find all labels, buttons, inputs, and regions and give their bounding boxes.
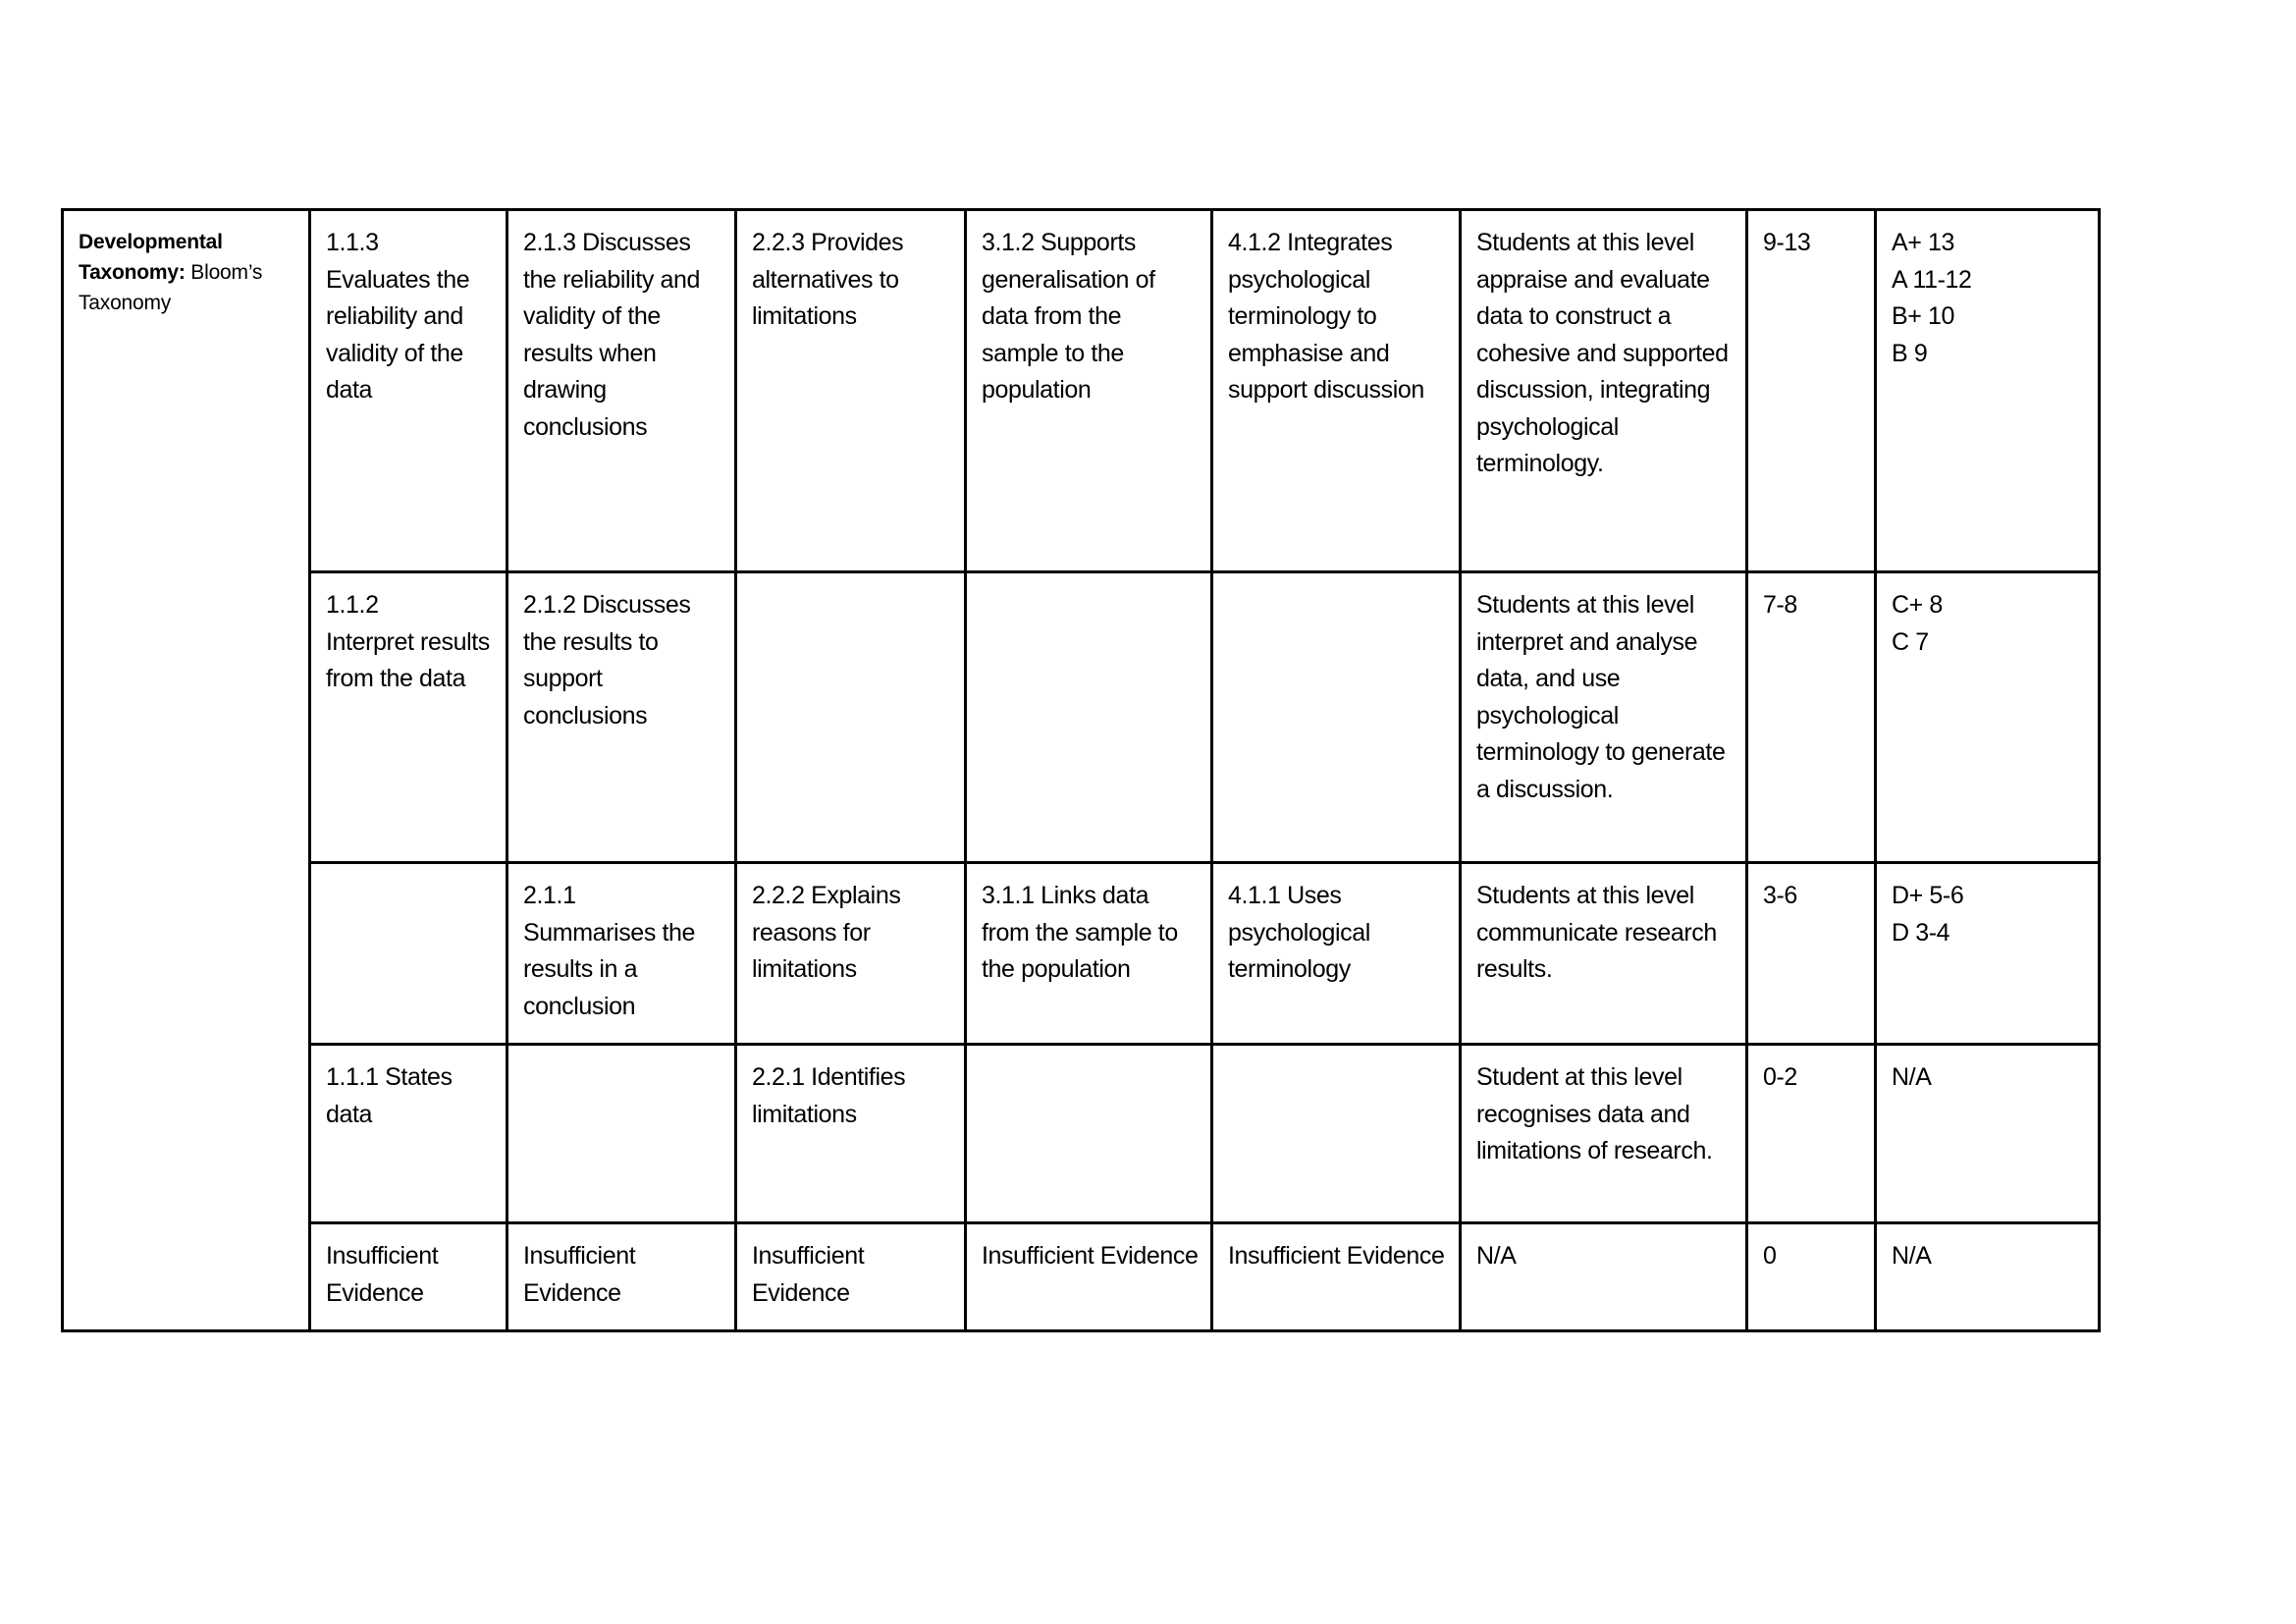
level-description-cell: Student at this level recognises data and limitations of research. xyxy=(1461,1045,1747,1223)
level-description-cell: Students at this level appraise and evaluate data to construct a cohesive and supported discussion, integrating psychological terminology. xyxy=(1461,210,1747,572)
level-description-cell: Students at this level interpret and analyse data, and use psychological terminology to generate a discussion. xyxy=(1461,572,1747,863)
criterion-5-cell: Insufficient Evidence xyxy=(1212,1223,1461,1331)
assessment-rubric-table xyxy=(61,208,2101,1332)
rubric-row-insufficient xyxy=(63,1223,2100,1331)
level-description-cell: Students at this level communicate research results. xyxy=(1461,863,1747,1045)
criterion-5-cell xyxy=(1212,1045,1461,1223)
criterion-2-cell: Insufficient Evidence xyxy=(507,1223,736,1331)
taxonomy-label-cell xyxy=(63,210,310,1331)
criterion-1-cell: 1.1.3 Evaluates the reliability and validity of the data xyxy=(310,210,507,572)
criterion-4-cell: 3.1.2 Supports generalisation of data from the sample to the population xyxy=(966,210,1212,572)
criterion-2-cell xyxy=(507,1045,736,1223)
criterion-3-cell xyxy=(736,572,966,863)
grade-cell: C+ 8 C 7 xyxy=(1876,572,2100,863)
level-description-cell: N/A xyxy=(1461,1223,1747,1331)
criterion-4-cell xyxy=(966,1045,1212,1223)
grade-cell: D+ 5-6 D 3-4 xyxy=(1876,863,2100,1045)
criterion-5-cell: 4.1.2 Integrates psychological terminology to emphasise and support discussion xyxy=(1212,210,1461,572)
criterion-5-cell xyxy=(1212,572,1461,863)
criterion-1-cell: Insufficient Evidence xyxy=(310,1223,507,1331)
criterion-4-cell: Insufficient Evidence xyxy=(966,1223,1212,1331)
rubric-row-low xyxy=(63,1045,2100,1223)
criterion-2-cell: 2.1.1 Summarises the results in a conclusion xyxy=(507,863,736,1045)
rubric-row-mid-high xyxy=(63,572,2100,863)
rubric-row-high xyxy=(63,210,2100,572)
mark-range-cell: 3-6 xyxy=(1747,863,1876,1045)
grade-cell: N/A xyxy=(1876,1223,2100,1331)
criterion-1-cell: 1.1.2 Interpret results from the data xyxy=(310,572,507,863)
criterion-4-cell xyxy=(966,572,1212,863)
criterion-3-cell: Insufficient Evidence xyxy=(736,1223,966,1331)
mark-range-cell: 0-2 xyxy=(1747,1045,1876,1223)
grade-cell: A+ 13 A 11-12 B+ 10 B 9 xyxy=(1876,210,2100,572)
criterion-3-cell: 2.2.1 Identifies limitations xyxy=(736,1045,966,1223)
criterion-2-cell: 2.1.3 Discusses the reliability and validity of the results when drawing conclusions xyxy=(507,210,736,572)
criterion-1-cell xyxy=(310,863,507,1045)
rubric-row-mid xyxy=(63,863,2100,1045)
criterion-4-cell: 3.1.1 Links data from the sample to the population xyxy=(966,863,1212,1045)
mark-range-cell: 9-13 xyxy=(1747,210,1876,572)
criterion-2-cell: 2.1.2 Discusses the results to support conclusions xyxy=(507,572,736,863)
taxonomy-label-text: Bloom’s Taxonomy xyxy=(79,261,263,314)
mark-range-cell: 0 xyxy=(1747,1223,1876,1331)
taxonomy-label-bold: Developmental Taxonomy: xyxy=(79,231,223,284)
criterion-5-cell: 4.1.1 Uses psychological terminology xyxy=(1212,863,1461,1045)
criterion-3-cell: 2.2.2 Explains reasons for limitations xyxy=(736,863,966,1045)
criterion-1-cell: 1.1.1 States data xyxy=(310,1045,507,1223)
criterion-3-cell: 2.2.3 Provides alternatives to limitations xyxy=(736,210,966,572)
mark-range-cell: 7-8 xyxy=(1747,572,1876,863)
grade-cell: N/A xyxy=(1876,1045,2100,1223)
